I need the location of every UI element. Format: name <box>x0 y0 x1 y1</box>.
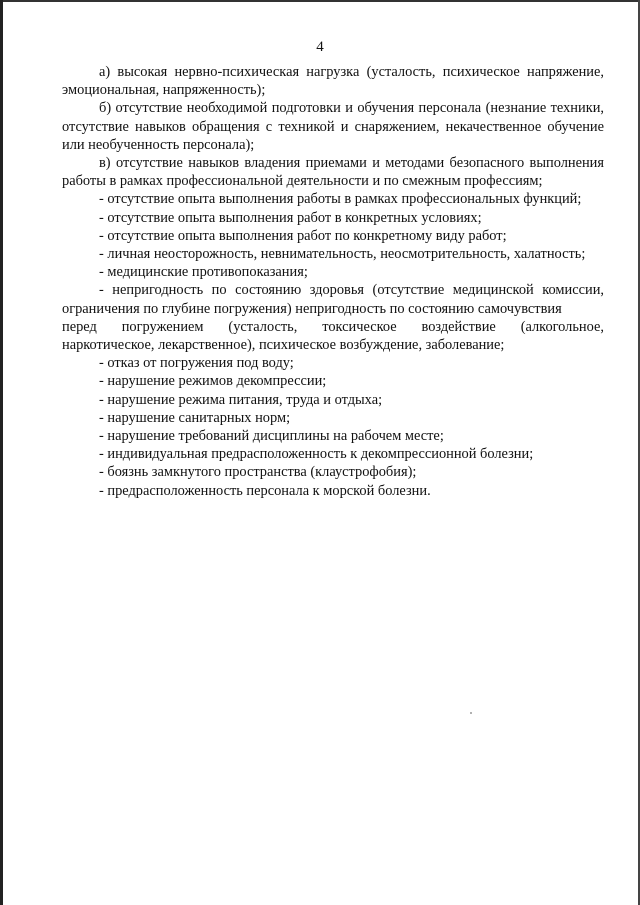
list-item: - нарушение режимов декомпрессии; <box>99 373 327 390</box>
list-item: - предрасположенность персонала к морской болезни. <box>99 482 431 499</box>
list-item: - боязнь замкнутого пространства (клаустрофобия); <box>99 464 417 481</box>
list-item: - индивидуальная предрасположенность к декомпрессионной болезни; <box>99 446 534 463</box>
list-item-continuation: перед погружением (усталость, токсическое воздействие (алкогольное, <box>62 318 604 335</box>
scan-speck <box>470 712 472 714</box>
list-item: - нарушение требований дисциплины на рабочем месте; <box>99 428 444 445</box>
scan-edge-top <box>0 0 640 2</box>
list-item: - нарушение санитарных норм; <box>99 409 291 426</box>
list-item: - личная неосторожность, невнимательность, неосмотрительность, халатность; <box>99 246 586 263</box>
list-item: - отсутствие опыта выполнения работ в конкретных условиях; <box>99 209 482 226</box>
scan-edge-left <box>0 0 3 905</box>
list-item: - отказ от погружения под воду; <box>99 355 294 372</box>
document-body <box>62 63 604 500</box>
list-item: - отсутствие опыта выполнения работ по конкретному виду работ; <box>99 227 507 244</box>
list-item-continuation: наркотическое, лекарственное), психическое возбуждение, заболевание; <box>62 337 505 354</box>
paragraph-b: б) отсутствие необходимой подготовки и обучения персонала (незнание техники, отсутствие навыков обращения с техникой и снаряжением, некачественное обучение или необученность персонала); <box>62 100 604 153</box>
list-item: - нарушение режима питания, труда и отдыха; <box>99 391 383 408</box>
paragraph-a: а) высокая нервно-психическая нагрузка (усталость, психическое напряжение, эмоциональная, напряженность); <box>62 64 604 99</box>
list-item: - медицинские противопоказания; <box>99 264 308 281</box>
list-item: - непригодность по состоянию здоровья (отсутствие медицинской комиссии, ограничения по глубине погружения) непригодность по состоянию самочувствия <box>62 282 604 317</box>
page-number: 4 <box>316 39 324 55</box>
list-item: - отсутствие опыта выполнения работы в рамках профессиональных функций; <box>99 191 582 208</box>
paragraph-v: в) отсутствие навыков владения приемами и методами безопасного выполнения работы в рамках профессиональной деятельности и по смежным профессиям; <box>62 155 604 190</box>
